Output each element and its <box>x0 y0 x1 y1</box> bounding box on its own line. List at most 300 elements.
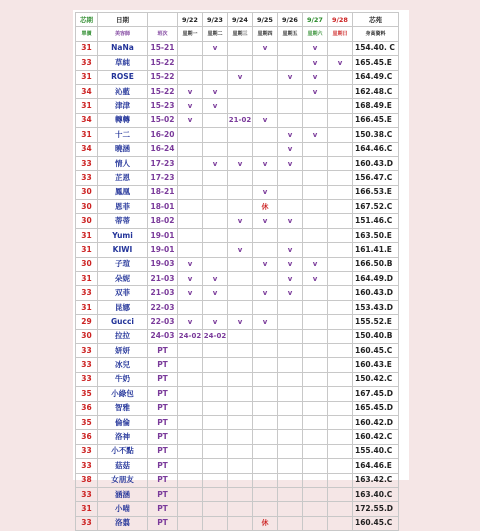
shift-cell: 15-02 <box>148 113 178 127</box>
schedule-cell: v <box>303 84 328 98</box>
schedule-cell <box>278 430 303 444</box>
schedule-cell <box>253 70 278 84</box>
size-cell: 150.38.C <box>353 128 399 142</box>
name-cell: Yumi <box>98 228 148 242</box>
schedule-cell <box>228 459 253 473</box>
shift-cell: PT <box>148 516 178 530</box>
name-cell: NaNa <box>98 41 148 55</box>
schedule-cell <box>303 214 328 228</box>
schedule-cell <box>178 516 203 530</box>
shift-cell: PT <box>148 387 178 401</box>
schedule-cell: v <box>303 41 328 55</box>
size-cell: 156.47.C <box>353 171 399 185</box>
table-row <box>76 300 399 314</box>
schedule-cell <box>178 185 203 199</box>
schedule-cell <box>278 415 303 429</box>
schedule-cell <box>228 84 253 98</box>
schedule-cell <box>328 487 353 501</box>
schedule-cell <box>228 171 253 185</box>
schedule-cell <box>253 171 278 185</box>
size-cell: 164.49.D <box>353 272 399 286</box>
schedule-cell <box>203 243 228 257</box>
schedule-cell: v <box>253 113 278 127</box>
price-cell: 31 <box>76 128 98 142</box>
shift-cell: 21-03 <box>148 272 178 286</box>
schedule-cell <box>228 286 253 300</box>
price-cell: 38 <box>76 473 98 487</box>
schedule-cell <box>328 128 353 142</box>
header-cell: 芯苑 <box>353 13 399 27</box>
schedule-cell: v <box>303 56 328 70</box>
shift-cell: PT <box>148 401 178 415</box>
shift-cell: 17-23 <box>148 171 178 185</box>
size-cell: 163.50.E <box>353 228 399 242</box>
name-cell: 小喵 <box>98 502 148 516</box>
schedule-cell: v <box>178 84 203 98</box>
shift-cell: 15-22 <box>148 84 178 98</box>
schedule-cell <box>278 315 303 329</box>
name-cell: 草純 <box>98 56 148 70</box>
schedule-cell <box>203 358 228 372</box>
size-cell: 154.40. C <box>353 41 399 55</box>
schedule-cell <box>303 185 328 199</box>
size-cell: 172.55.D <box>353 502 399 516</box>
schedule-cell: v <box>253 257 278 271</box>
schedule-cell: v <box>253 286 278 300</box>
day-cell: 星期六 <box>303 27 328 41</box>
schedule-cell <box>228 128 253 142</box>
schedule-cell <box>178 343 203 357</box>
schedule-cell <box>253 459 278 473</box>
price-cell: 30 <box>76 200 98 214</box>
schedule-cell <box>278 41 303 55</box>
shift-cell: 19-01 <box>148 243 178 257</box>
size-cell: 160.45.C <box>353 343 399 357</box>
schedule-cell: v <box>178 257 203 271</box>
schedule-cell <box>228 200 253 214</box>
schedule-cell <box>178 358 203 372</box>
shift-cell: 17-23 <box>148 156 178 170</box>
day-cell: 星期三 <box>228 27 253 41</box>
price-cell: 33 <box>76 156 98 170</box>
header-cell: 芯期 <box>76 13 98 27</box>
schedule-cell <box>228 387 253 401</box>
shift-cell: 15-23 <box>148 99 178 113</box>
schedule-cell <box>328 228 353 242</box>
table-row <box>76 257 399 271</box>
schedule-cell <box>178 214 203 228</box>
schedule-cell: v <box>253 185 278 199</box>
schedule-cell <box>228 257 253 271</box>
price-cell: 31 <box>76 272 98 286</box>
schedule-cell <box>278 300 303 314</box>
schedule-cell <box>303 502 328 516</box>
date-cell: 9/24 <box>228 13 253 27</box>
subheader-cell: 美容師 <box>98 27 148 41</box>
size-cell: 164.49.C <box>353 70 399 84</box>
schedule-sheet <box>73 10 409 528</box>
subheader-cell: 班次 <box>148 27 178 41</box>
schedule-cell <box>328 444 353 458</box>
schedule-cell <box>228 185 253 199</box>
price-cell: 31 <box>76 41 98 55</box>
schedule-cell <box>178 415 203 429</box>
table-row <box>76 56 399 70</box>
shift-cell: PT <box>148 430 178 444</box>
schedule-cell: v <box>253 315 278 329</box>
schedule-cell <box>253 401 278 415</box>
name-cell: ROSE <box>98 70 148 84</box>
shift-cell: 18-01 <box>148 200 178 214</box>
header-cell: 日期 <box>98 13 148 27</box>
name-cell: 子瑄 <box>98 257 148 271</box>
schedule-cell <box>328 516 353 530</box>
schedule-cell: v <box>303 272 328 286</box>
schedule-cell: 休 <box>253 516 278 530</box>
table-row <box>76 415 399 429</box>
schedule-cell <box>253 228 278 242</box>
price-cell: 31 <box>76 300 98 314</box>
date-cell: 9/26 <box>278 13 303 27</box>
schedule-cell <box>228 415 253 429</box>
table-row <box>76 502 399 516</box>
schedule-cell <box>278 200 303 214</box>
schedule-cell <box>253 84 278 98</box>
schedule-cell <box>253 444 278 458</box>
schedule-cell <box>203 430 228 444</box>
table-row <box>76 286 399 300</box>
schedule-cell: v <box>228 315 253 329</box>
schedule-cell <box>253 142 278 156</box>
price-cell: 35 <box>76 415 98 429</box>
size-cell: 166.50.B <box>353 257 399 271</box>
table-row <box>76 70 399 84</box>
table-row <box>76 200 399 214</box>
schedule-cell <box>278 401 303 415</box>
price-cell: 34 <box>76 113 98 127</box>
price-cell: 34 <box>76 84 98 98</box>
schedule-cell <box>178 444 203 458</box>
schedule-cell <box>228 516 253 530</box>
schedule-cell <box>303 473 328 487</box>
schedule-cell: v <box>303 128 328 142</box>
name-cell: 妍妍 <box>98 343 148 357</box>
date-cell: 9/27 <box>303 13 328 27</box>
schedule-cell <box>303 243 328 257</box>
schedule-cell <box>328 272 353 286</box>
name-cell: Gucci <box>98 315 148 329</box>
schedule-cell <box>203 487 228 501</box>
schedule-cell <box>253 329 278 343</box>
shift-cell: PT <box>148 372 178 386</box>
schedule-cell: v <box>278 70 303 84</box>
size-cell: 164.46.E <box>353 459 399 473</box>
schedule-cell <box>328 185 353 199</box>
schedule-cell <box>253 372 278 386</box>
table-row <box>76 329 399 343</box>
schedule-cell <box>303 200 328 214</box>
schedule-cell <box>178 473 203 487</box>
schedule-cell <box>303 372 328 386</box>
schedule-cell <box>203 516 228 530</box>
price-cell: 33 <box>76 372 98 386</box>
schedule-cell <box>228 329 253 343</box>
size-cell: 153.43.D <box>353 300 399 314</box>
schedule-cell <box>328 257 353 271</box>
schedule-cell <box>278 343 303 357</box>
schedule-cell <box>228 502 253 516</box>
schedule-cell: v <box>203 41 228 55</box>
schedule-cell <box>203 70 228 84</box>
shift-cell: PT <box>148 473 178 487</box>
size-cell: 163.40.C <box>353 487 399 501</box>
price-cell: 30 <box>76 329 98 343</box>
price-cell: 31 <box>76 228 98 242</box>
name-cell: 洛神 <box>98 430 148 444</box>
schedule-cell: v <box>328 56 353 70</box>
schedule-cell <box>303 156 328 170</box>
schedule-cell <box>253 473 278 487</box>
schedule-cell <box>328 473 353 487</box>
schedule-cell <box>303 171 328 185</box>
name-cell: KIWI <box>98 243 148 257</box>
schedule-cell <box>203 214 228 228</box>
size-cell: 160.42.D <box>353 415 399 429</box>
table-row <box>76 185 399 199</box>
schedule-cell <box>203 128 228 142</box>
day-cell: 星期二 <box>203 27 228 41</box>
schedule-cell <box>278 84 303 98</box>
schedule-cell <box>253 487 278 501</box>
day-cell: 星期日 <box>328 27 353 41</box>
schedule-cell: 21-02 <box>228 113 253 127</box>
schedule-cell <box>303 444 328 458</box>
table-row <box>76 272 399 286</box>
schedule-cell <box>328 200 353 214</box>
table-row <box>76 372 399 386</box>
schedule-cell <box>278 502 303 516</box>
schedule-cell <box>253 430 278 444</box>
size-cell: 150.40.B <box>353 329 399 343</box>
schedule-cell <box>328 243 353 257</box>
schedule-cell <box>303 343 328 357</box>
schedule-cell <box>203 171 228 185</box>
name-cell: 牛奶 <box>98 372 148 386</box>
schedule-cell <box>303 401 328 415</box>
schedule-cell <box>228 228 253 242</box>
date-cell: 9/22 <box>178 13 203 27</box>
schedule-cell <box>328 329 353 343</box>
schedule-cell <box>203 502 228 516</box>
schedule-cell <box>228 372 253 386</box>
schedule-cell <box>178 171 203 185</box>
schedule-cell: v <box>178 315 203 329</box>
name-cell: 涵涵 <box>98 487 148 501</box>
table-row <box>76 473 399 487</box>
schedule-cell <box>278 516 303 530</box>
shift-cell: 18-02 <box>148 214 178 228</box>
schedule-cell <box>203 444 228 458</box>
schedule-cell: v <box>278 286 303 300</box>
size-cell: 167.45.D <box>353 387 399 401</box>
schedule-cell <box>328 300 353 314</box>
shift-cell: 15-22 <box>148 56 178 70</box>
schedule-cell <box>253 243 278 257</box>
schedule-cell <box>303 228 328 242</box>
schedule-cell <box>203 473 228 487</box>
schedule-cell: v <box>278 142 303 156</box>
table-row <box>76 358 399 372</box>
schedule-cell <box>203 257 228 271</box>
schedule-cell <box>228 99 253 113</box>
name-cell: 十二 <box>98 128 148 142</box>
price-cell: 29 <box>76 315 98 329</box>
schedule-cell <box>328 343 353 357</box>
price-cell: 33 <box>76 343 98 357</box>
schedule-cell <box>203 343 228 357</box>
price-cell: 33 <box>76 56 98 70</box>
schedule-cell <box>178 401 203 415</box>
price-cell: 33 <box>76 171 98 185</box>
day-cell: 星期四 <box>253 27 278 41</box>
table-row <box>76 516 399 530</box>
price-cell: 30 <box>76 214 98 228</box>
schedule-cell <box>253 272 278 286</box>
schedule-table <box>75 12 399 531</box>
schedule-cell <box>253 387 278 401</box>
schedule-cell: v <box>228 243 253 257</box>
schedule-cell <box>303 329 328 343</box>
schedule-cell <box>328 459 353 473</box>
price-cell: 30 <box>76 257 98 271</box>
schedule-cell: v <box>253 214 278 228</box>
header-row <box>76 13 399 27</box>
shift-cell: 22-03 <box>148 300 178 314</box>
table-row <box>76 387 399 401</box>
size-cell: 167.52.C <box>353 200 399 214</box>
size-cell: 151.46.C <box>353 214 399 228</box>
name-cell: 沁藍 <box>98 84 148 98</box>
price-cell: 36 <box>76 430 98 444</box>
schedule-cell <box>228 56 253 70</box>
schedule-cell <box>278 171 303 185</box>
schedule-cell <box>328 84 353 98</box>
size-cell: 163.42.C <box>353 473 399 487</box>
schedule-cell <box>278 487 303 501</box>
schedule-cell: v <box>253 156 278 170</box>
shift-cell: PT <box>148 415 178 429</box>
shift-cell: 18-21 <box>148 185 178 199</box>
schedule-cell: v <box>203 272 228 286</box>
schedule-cell <box>328 430 353 444</box>
schedule-cell <box>328 99 353 113</box>
name-cell: 曉涵 <box>98 142 148 156</box>
schedule-cell <box>178 430 203 444</box>
schedule-cell <box>178 56 203 70</box>
schedule-cell <box>328 401 353 415</box>
schedule-cell <box>253 128 278 142</box>
schedule-cell <box>303 358 328 372</box>
schedule-cell <box>203 142 228 156</box>
schedule-cell <box>278 459 303 473</box>
schedule-cell <box>253 300 278 314</box>
schedule-cell: 休 <box>253 200 278 214</box>
schedule-cell: v <box>178 286 203 300</box>
schedule-cell: v <box>278 272 303 286</box>
schedule-cell <box>303 286 328 300</box>
subheader-row <box>76 27 399 41</box>
name-cell: 女朋友 <box>98 473 148 487</box>
price-cell: 31 <box>76 243 98 257</box>
schedule-cell <box>303 142 328 156</box>
name-cell: 朵妮 <box>98 272 148 286</box>
schedule-cell <box>253 56 278 70</box>
schedule-cell <box>228 142 253 156</box>
size-cell: 166.53.E <box>353 185 399 199</box>
schedule-cell <box>303 516 328 530</box>
name-cell: 情人 <box>98 156 148 170</box>
schedule-cell <box>278 99 303 113</box>
shift-cell: 16-20 <box>148 128 178 142</box>
table-row <box>76 430 399 444</box>
name-cell: 倫倫 <box>98 415 148 429</box>
schedule-cell <box>303 459 328 473</box>
schedule-cell <box>253 358 278 372</box>
size-cell: 160.45.C <box>353 516 399 530</box>
size-cell: 165.45.E <box>353 56 399 70</box>
schedule-cell <box>203 185 228 199</box>
shift-cell: PT <box>148 444 178 458</box>
price-cell: 31 <box>76 99 98 113</box>
schedule-cell <box>228 41 253 55</box>
schedule-cell <box>228 487 253 501</box>
schedule-cell: v <box>278 257 303 271</box>
schedule-cell: v <box>203 286 228 300</box>
schedule-cell <box>328 358 353 372</box>
schedule-cell <box>228 300 253 314</box>
shift-cell: PT <box>148 487 178 501</box>
table-row <box>76 444 399 458</box>
schedule-cell: v <box>253 41 278 55</box>
schedule-cell <box>278 228 303 242</box>
schedule-cell <box>303 387 328 401</box>
schedule-cell <box>203 459 228 473</box>
table-row <box>76 487 399 501</box>
schedule-cell <box>178 128 203 142</box>
schedule-cell <box>328 387 353 401</box>
schedule-cell <box>228 343 253 357</box>
table-row <box>76 171 399 185</box>
size-cell: 160.43.D <box>353 156 399 170</box>
name-cell: 津津 <box>98 99 148 113</box>
price-cell: 33 <box>76 459 98 473</box>
table-row <box>76 315 399 329</box>
schedule-cell <box>328 315 353 329</box>
price-cell: 30 <box>76 185 98 199</box>
schedule-cell <box>328 113 353 127</box>
size-cell: 166.45.E <box>353 113 399 127</box>
table-row <box>76 128 399 142</box>
subheader-cell: 身高資料 <box>353 27 399 41</box>
schedule-cell: v <box>278 128 303 142</box>
schedule-cell <box>178 459 203 473</box>
schedule-cell: v <box>228 70 253 84</box>
shift-cell: 22-03 <box>148 315 178 329</box>
schedule-cell <box>178 228 203 242</box>
schedule-cell <box>278 387 303 401</box>
schedule-cell: v <box>178 113 203 127</box>
schedule-cell <box>328 171 353 185</box>
